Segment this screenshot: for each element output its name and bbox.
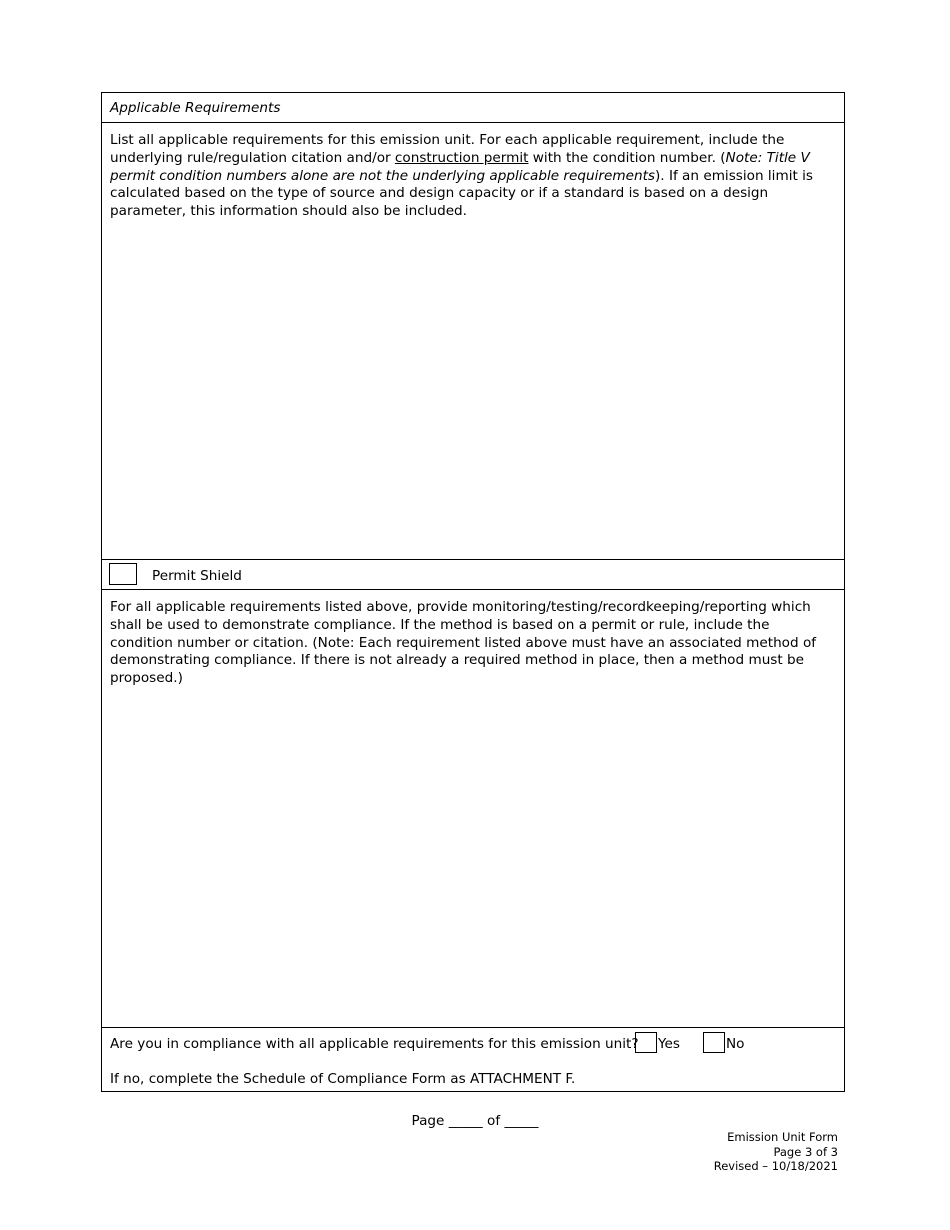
footer-page-of: Page 3 of 3 xyxy=(773,1144,838,1159)
intro-text-2: with the condition number. ( xyxy=(528,149,726,166)
permit-shield-label: Permit Shield xyxy=(152,568,242,584)
footer-revised: Revised – 10/18/2021 xyxy=(713,1159,838,1173)
intro-note: Note: Title V permit condition numbers alone are not the underlying applicable requirements xyxy=(110,149,810,184)
if-no-instruction: If no, complete the Schedule of Compliance Form as ATTACHMENT F. xyxy=(110,1071,576,1087)
compliance-row xyxy=(102,1028,844,1091)
page-number-field: Page _____ of _____ xyxy=(411,1113,539,1129)
applicable-requirements-heading: Applicable Requirements xyxy=(110,100,281,116)
applicable-requirements-field[interactable] xyxy=(102,123,844,560)
intro-text-1: List all applicable requirements for this emission unit. For each applicable requirement, include the underlying rule/regulation citation and/or xyxy=(110,132,785,166)
applicable-requirements-instructions xyxy=(110,132,836,221)
permit-shield-checkbox[interactable] xyxy=(109,563,137,585)
form-footer xyxy=(714,1130,838,1174)
compliance-no-label: No xyxy=(726,1036,745,1052)
construction-permit-link[interactable]: construction permit xyxy=(394,149,529,166)
permit-shield-row xyxy=(102,560,844,590)
compliance-yes-label: Yes xyxy=(658,1036,680,1052)
compliance-yes-checkbox[interactable] xyxy=(635,1032,657,1053)
compliance-question: Are you in compliance with all applicable requirements for this emission unit? xyxy=(110,1036,639,1052)
intro-text-3: ). If an emission limit is calculated based on the type of source and design capacity or if a standard is based on a design parameter, this information should also be included. xyxy=(110,167,813,220)
footer-form-name: Emission Unit Form xyxy=(727,1130,838,1144)
compliance-no-checkbox[interactable] xyxy=(703,1032,725,1053)
monitoring-instructions: For all applicable requirements listed above, provide monitoring/testing/recordkeeping/reporting which shall be used to demonstrate compliance. If the method is based on a permit or rule, include the condition number or citation. (Note: Each requirement listed above must have an associated method of demonstrating compliance. If there is not already a required method in place, then a method must be proposed.) xyxy=(110,599,817,687)
applicable-requirements-header-row xyxy=(102,93,844,123)
emission-unit-form xyxy=(101,92,845,1092)
monitoring-field[interactable] xyxy=(102,590,844,1028)
